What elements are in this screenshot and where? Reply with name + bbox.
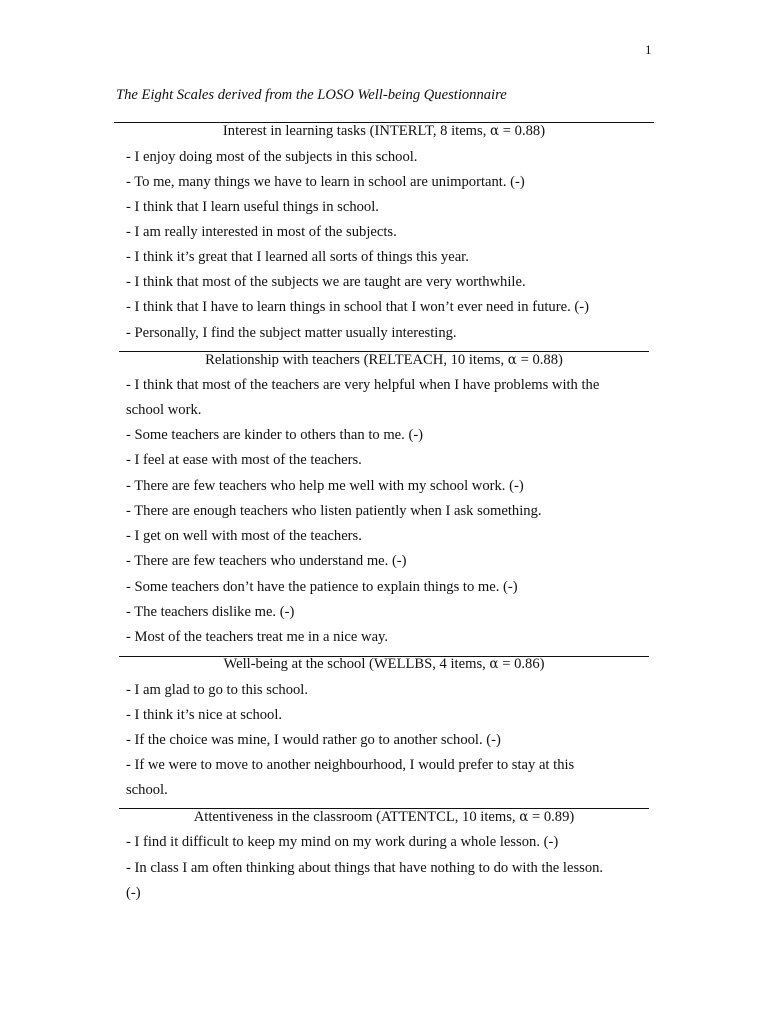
document-title: The Eight Scales derived from the LOSO Well-being Questionnaire bbox=[116, 87, 507, 103]
scale-item: - If we were to move to another neighbourhood, I would prefer to stay at this bbox=[126, 757, 575, 773]
scale-heading-alpha: = 0.89) bbox=[528, 809, 575, 825]
scale-heading-alpha: = 0.88) bbox=[499, 123, 546, 139]
scale-heading-wellbs bbox=[119, 656, 649, 673]
alpha-symbol: α bbox=[507, 352, 517, 368]
alpha-symbol: α bbox=[519, 809, 529, 825]
alpha-symbol: α bbox=[489, 656, 499, 672]
scale-heading-text: Interest in learning tasks (INTERLT, 8 items, bbox=[222, 123, 491, 139]
scale-item: - To me, many things we have to learn in school are unimportant. (-) bbox=[126, 174, 525, 190]
scale-heading-text: Relationship with teachers (RELTEACH, 10 items, bbox=[205, 352, 508, 368]
scale-item: - I am glad to go to this school. bbox=[126, 682, 308, 698]
scale-item-continuation: school. bbox=[126, 782, 168, 798]
scale-item: - I find it difficult to keep my mind on my work during a whole lesson. (-) bbox=[126, 834, 559, 850]
scale-item: - I think it’s nice at school. bbox=[126, 707, 283, 723]
scale-item: - There are few teachers who help me well with my school work. (-) bbox=[126, 478, 524, 494]
scale-item: - If the choice was mine, I would rather go to another school. (-) bbox=[126, 732, 501, 748]
scale-item: - I get on well with most of the teachers. bbox=[126, 528, 362, 544]
scale-item: - I think that most of the teachers are very helpful when I have problems with the bbox=[126, 377, 600, 393]
scale-heading-alpha: = 0.86) bbox=[498, 656, 545, 672]
scale-heading-text: Well-being at the school (WELLBS, 4 items, bbox=[223, 656, 490, 672]
scale-item: - Most of the teachers treat me in a nice way. bbox=[126, 629, 389, 645]
scale-item-continuation: (-) bbox=[126, 885, 141, 901]
scale-heading-attentcl bbox=[119, 809, 649, 826]
scale-item: - I think that most of the subjects we are taught are very worthwhile. bbox=[126, 274, 526, 290]
scale-heading-relteach bbox=[119, 352, 649, 369]
scale-item-continuation: school work. bbox=[126, 402, 202, 418]
scale-item: - I think that I have to learn things in school that I won’t ever need in future. (-) bbox=[126, 299, 589, 315]
scale-item: - The teachers dislike me. (-) bbox=[126, 604, 295, 620]
scale-item: - Personally, I find the subject matter usually interesting. bbox=[126, 325, 457, 341]
scale-item: - Some teachers don’t have the patience to explain things to me. (-) bbox=[126, 579, 518, 595]
scale-item: - I think that I learn useful things in school. bbox=[126, 199, 379, 215]
alpha-symbol: α bbox=[490, 123, 500, 139]
scale-item: - There are enough teachers who listen patiently when I ask something. bbox=[126, 503, 542, 519]
scale-heading-text: Attentiveness in the classroom (ATTENTCL, 10 items, bbox=[193, 809, 520, 825]
scale-heading-alpha: = 0.88) bbox=[516, 352, 563, 368]
scale-heading-interlt bbox=[119, 123, 649, 140]
scale-item: - There are few teachers who understand me. (-) bbox=[126, 553, 407, 569]
page-number: 1 bbox=[645, 42, 652, 57]
scale-item: - I feel at ease with most of the teachers. bbox=[126, 452, 362, 468]
scale-item: - I think it’s great that I learned all sorts of things this year. bbox=[126, 249, 469, 265]
scale-item: - Some teachers are kinder to others than to me. (-) bbox=[126, 427, 424, 443]
scale-item: - I am really interested in most of the subjects. bbox=[126, 224, 397, 240]
scale-item: - In class I am often thinking about things that have nothing to do with the lesson. bbox=[126, 860, 604, 876]
scale-item: - I enjoy doing most of the subjects in this school. bbox=[126, 149, 418, 165]
